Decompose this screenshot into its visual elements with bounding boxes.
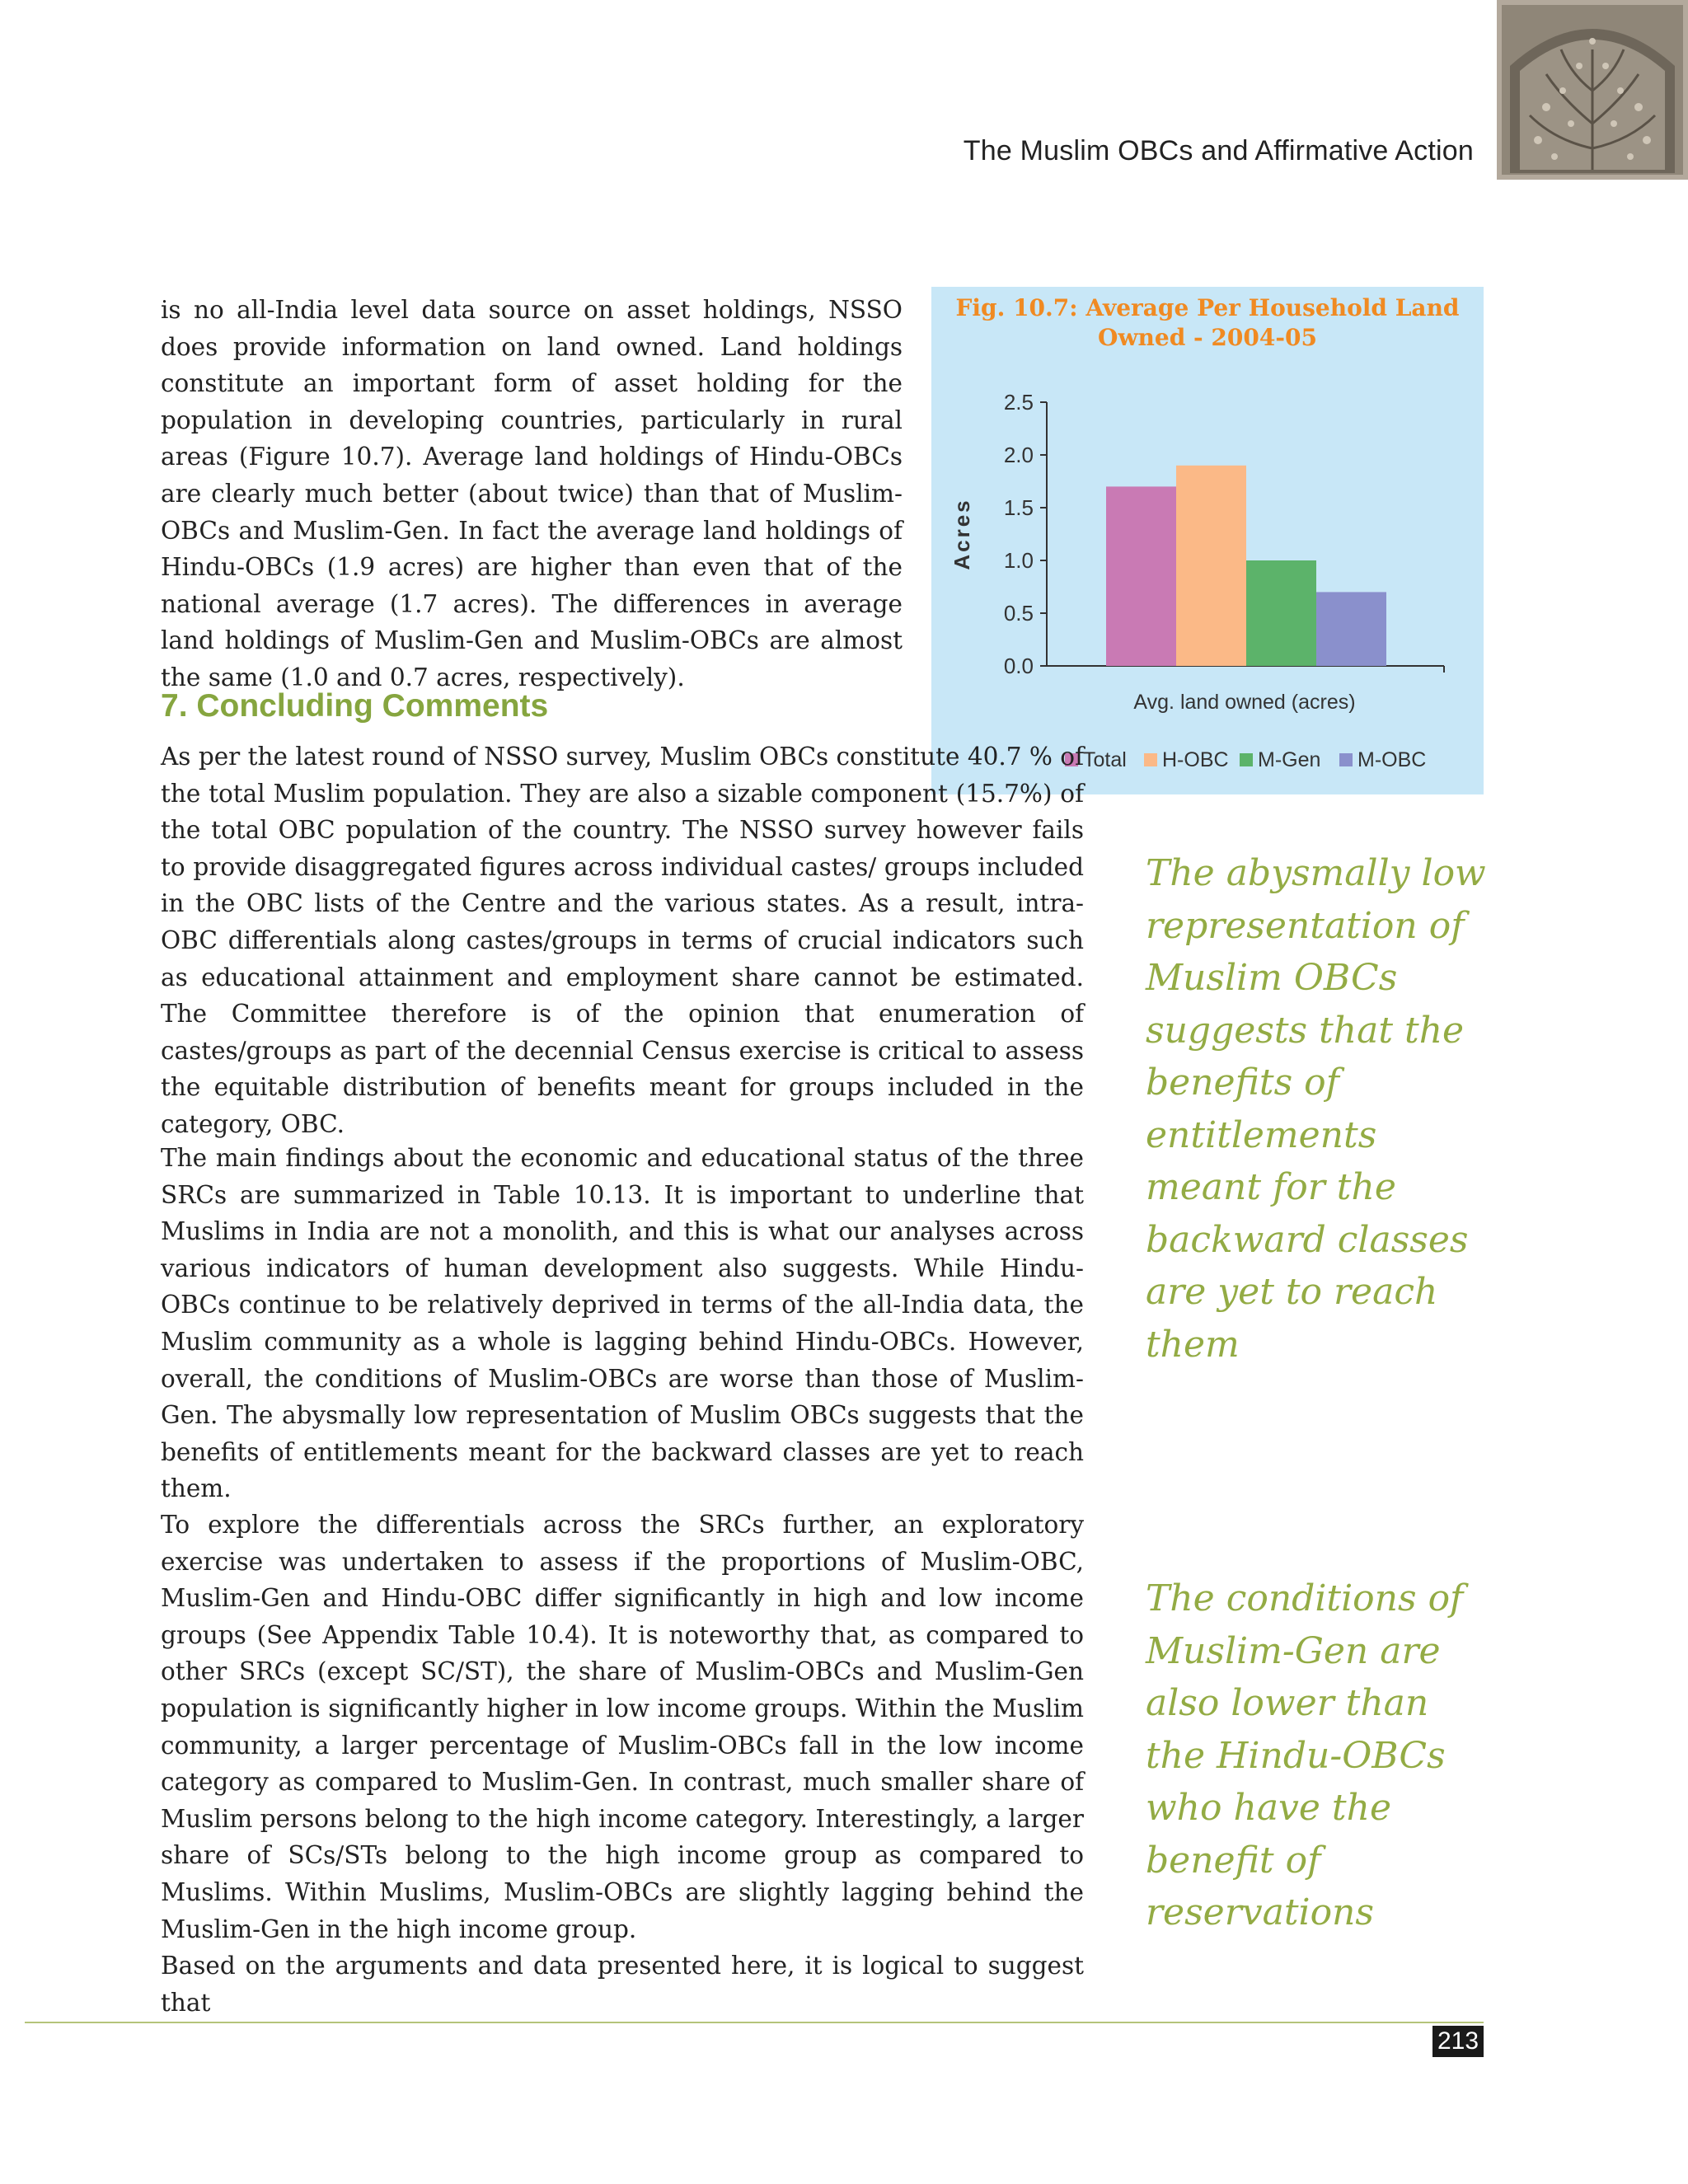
legend-label: H-OBC: [1162, 748, 1229, 771]
pull-quote-representation: The abysmally low representation of Muslim OBCs suggests that the benefits of entitlements meant for the backward classes are yet to reach them: [1146, 852, 1486, 1366]
y-tick-label: 2.0: [1003, 443, 1034, 467]
footer-rule: [25, 2022, 1484, 2023]
legend-swatch: [1339, 753, 1353, 766]
paragraph-explore: To explore the differentials across the SRCs further, an exploratory exercise was undertaken to assess if the proportions of Muslim-OBC, Muslim-Gen and Hindu-OBC differ significantly in high and low income groups (See Appendix Table 10.4). It is noteworthy that, as compared to other SRCs (except SC/ST), the share of Muslim-OBCs and Muslim-Gen population is significantly higher in low income groups. Within the Muslim community, a larger percentage of Muslim-OBCs fall in the low income category as compared to Muslim-Gen. In contrast, much smaller share of Muslim persons belong to the high income category. Interestingly, a larger share of SCs/STs belong to the high income group as compared to Muslims. Within Muslims, Muslim-OBCs are slightly lagging behind the Muslim-Gen in the high income group.: [161, 1511, 1084, 1943]
paragraph-concluding: As per the latest round of NSSO survey, Muslim OBCs constitute 40.7 % of the total Muslim population. They are also a sizable component (15.7%) of the total OBC population of the country. The NSSO survey however fails to provide disaggregated figures across individual castes/ groups included in the OBC lists of the Centre and the various states. As a result, intra-OBC differentials along castes/groups in terms of crucial indicators such as educational attainment and employment share cannot be estimated. The Committee therefore is of the opinion that enumeration of castes/groups as part of the decennial Census exercise is critical to assess the equitable distribution of benefits meant for groups included in the category, OBC.: [161, 743, 1084, 1138]
y-tick-label: 0.5: [1003, 601, 1034, 626]
section-heading: 7. Concluding Comments: [161, 688, 549, 724]
running-header: The Muslim OBCs and Affirmative Action: [963, 135, 1474, 166]
paragraph-based-on: Based on the arguments and data presented here, it is logical to suggest that: [161, 1952, 1084, 2017]
bar-total: [1106, 486, 1176, 666]
y-axis-title: Acres: [950, 498, 974, 570]
y-tick-label: 1.5: [1003, 495, 1034, 520]
bar-h-obc: [1176, 466, 1246, 666]
legend-label: M-OBC: [1357, 748, 1427, 771]
y-tick-label: 0.0: [1003, 654, 1034, 678]
pull-quote-muslim-gen: The conditions of Muslim-Gen are also lower than the Hindu-OBCs who have the benefit of reservations: [1146, 1577, 1464, 1933]
paragraph-main-findings: The main findings about the economic and educational status of the three SRCs are summarized in Table 10.13. It is important to underline that Muslims in India are not a monolith, and this is what our analyses across various indicators of human development also suggests. While Hindu-OBCs continue to be relatively deprived in terms of the all-India data, the Muslim community as a whole is lagging behind Hindu-OBCs. However, overall, the conditions of Muslim-OBCs are worse than those of Muslim-Gen. The abysmally low representation of Muslim OBCs suggests that the benefits of entitlements meant for the backward classes are yet to reach them.: [161, 1144, 1084, 1503]
page-number: 213: [1432, 2026, 1484, 2057]
legend-swatch: [1240, 753, 1253, 766]
y-tick-label: 2.5: [1003, 390, 1034, 415]
paragraph-land-holdings: is no all-India level data source on asset holdings, NSSO does provide information on land owned. Land holdings constitute an important form of asset holding for the population in developing countries, particularly in rural areas (Figure 10.7). Average land holdings of Hindu-OBCs are clearly much better (about twice) than that of Muslim-OBCs and Muslim-Gen. In fact the average land holdings of Hindu-OBCs (1.9 acres) are higher than even that of the national average (1.7 acres). The differences in average land holdings of Muslim-Gen and Muslim-OBCs are almost the same (1.0 and 0.7 acres, respectively).: [161, 296, 903, 691]
y-tick-label: 1.0: [1003, 548, 1034, 573]
chart-title: Fig. 10.7: Average Per Household Land Owned - 2004-05: [955, 294, 1460, 351]
bar-m-gen: [1246, 560, 1316, 666]
legend-swatch: [1144, 753, 1157, 766]
legend-label: Total: [1083, 748, 1127, 771]
bar-m-obc: [1316, 592, 1386, 666]
x-axis-title: Avg. land owned (acres): [1133, 691, 1356, 714]
chart-plot: [931, 287, 1484, 794]
figure-10-7-chart: [931, 287, 1484, 794]
header-lattice-image: [1497, 0, 1688, 180]
legend-label: M-Gen: [1258, 748, 1321, 771]
